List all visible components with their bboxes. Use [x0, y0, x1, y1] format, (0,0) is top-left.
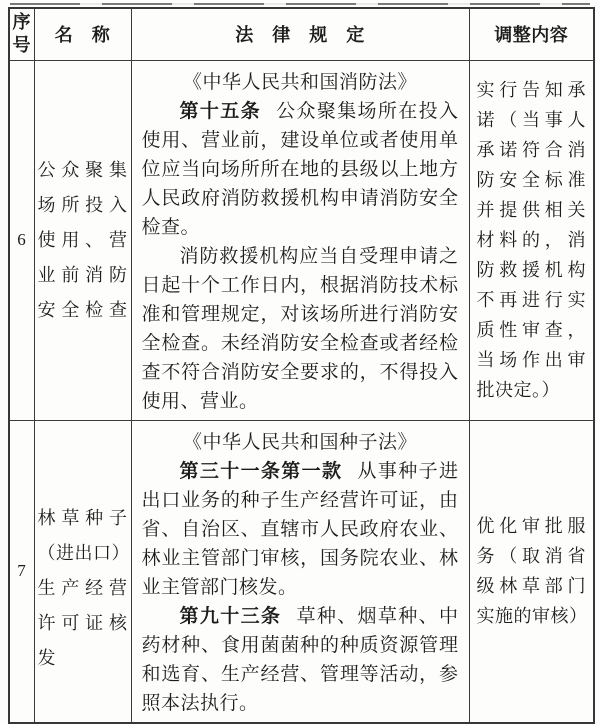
column-header-number: 序号 [9, 8, 34, 60]
approval-items-table [8, 7, 595, 724]
name-cell [34, 420, 131, 723]
table-row [9, 60, 594, 420]
name-line: 生产经营 [37, 578, 128, 598]
law-paragraph-text: 从事种子进出口业务的种子生产经营许可证，由省、自治区、直辖市人民政府农业、林业主管部门审核，国务院农业、林业主管部门核发。 [141, 460, 459, 598]
item-name [35, 501, 131, 668]
name-line: 安全检查 [37, 299, 128, 320]
row-number-cell [9, 420, 34, 723]
column-header-law: 法 律 规 定 [131, 8, 469, 60]
law-paragraph-text: 草种、烟草种、中药材种、食用菌菌种的种质资源管理和选育、生产经营、管理等活动，参照本法执行。 [141, 605, 459, 714]
law-paragraph-text: 消防救援机构应当自受理申请之日起十个工作日内，根据消防技术标准和管理规定，对该场所进行消防安全检查。未经消防安全检查或者经检查不符合消防安全要求的，不得投入使用、营业。 [141, 245, 459, 412]
law-cell [131, 60, 469, 420]
law-paragraph-text: 公众聚集场所在投入使用、营业前，建设单位或者使用单位应当向场所所在地的县级以上地方人民政府消防救援机构申请消防安全检查。 [141, 100, 459, 238]
law-article-lead: 第九十三条 [179, 605, 282, 627]
scan-artifact-line [10, 3, 590, 5]
law-paragraph [142, 602, 459, 718]
column-header-name: 名 称 [34, 8, 131, 60]
law-cell [131, 420, 469, 723]
name-line: 许可证核发 [37, 613, 128, 668]
adjustment-cell [469, 60, 594, 420]
law-text-block [132, 421, 469, 722]
name-cell [34, 60, 131, 420]
name-line: （进出口） [37, 543, 130, 563]
law-title: 《中华人民共和国种子法》 [182, 431, 417, 453]
row-number: 6 [17, 230, 27, 249]
law-article-lead: 第十五条 [179, 100, 261, 122]
name-line: 场所投入 [37, 194, 128, 215]
law-text-block [132, 61, 469, 420]
name-line: 林草种子 [37, 508, 128, 528]
row-number: 7 [17, 561, 27, 580]
law-paragraph [142, 97, 459, 242]
adjustment-text: 实行告知承诺（当事人承诺符合消防安全标准并提供相关材料的，消防救援机构不再进行实质性审查，当场作出审批决定。） [476, 80, 586, 400]
table-row [9, 420, 594, 723]
row-number-cell [9, 60, 34, 420]
name-line: 业前消防 [37, 264, 128, 285]
name-line: 使用、营 [37, 229, 128, 250]
law-article-lead: 第三十一条第一款 [179, 460, 343, 482]
adjustment-text: 优化审批服务（取消省级林草部门实施的审核） [476, 516, 588, 626]
column-header-adjustment: 调整内容 [469, 8, 594, 60]
adjustment-cell [469, 420, 594, 723]
law-title: 《中华人民共和国消防法》 [182, 71, 417, 93]
name-line: 公众聚集 [37, 159, 128, 180]
item-name [35, 153, 131, 328]
law-paragraph [142, 457, 459, 602]
law-paragraph [142, 242, 459, 416]
header-row [9, 8, 594, 60]
